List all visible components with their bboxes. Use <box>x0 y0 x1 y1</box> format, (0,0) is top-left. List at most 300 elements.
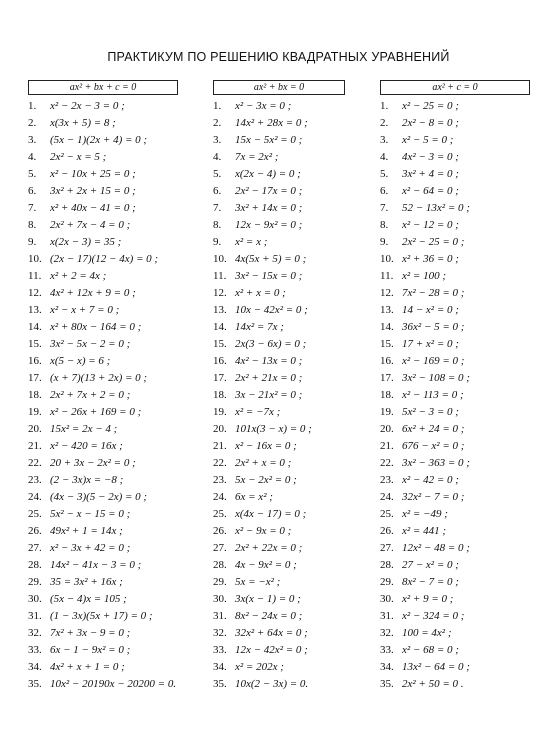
equation-text: 27 − x² = 0 ; <box>402 559 459 571</box>
equation-row <box>28 98 178 115</box>
equation-number: 8. <box>28 219 37 231</box>
equation-row <box>380 404 530 421</box>
equation-text: 8x² − 7 = 0 ; <box>402 576 459 588</box>
equation-text: 4x² + 12x + 9 = 0 ; <box>50 287 136 299</box>
equation-row <box>28 404 178 421</box>
equation-text: (5x − 1)(2x + 4) = 0 ; <box>50 134 148 146</box>
equation-number: 32. <box>380 627 394 639</box>
equation-text: x² = 100 ; <box>402 270 447 282</box>
equation-row <box>213 200 345 217</box>
equation-number: 35. <box>213 678 227 690</box>
equation-row <box>380 115 530 132</box>
equation-text: 3x² − 15x = 0 ; <box>235 270 303 282</box>
equation-row <box>380 200 530 217</box>
equation-row <box>380 353 530 370</box>
equation-number: 26. <box>213 525 227 537</box>
equation-row <box>213 455 345 472</box>
equation-number: 33. <box>28 644 42 656</box>
column-header: ax² + c = 0 <box>380 80 530 95</box>
equation-text: x² − 3x = 0 ; <box>235 100 292 112</box>
equation-text: 6x − 1 − 9x² = 0 ; <box>50 644 131 656</box>
equation-text: 3x² − 108 = 0 ; <box>402 372 470 384</box>
column-header: ax² + bx + c = 0 <box>28 80 178 95</box>
equation-text: 2x² − x = 5 ; <box>50 151 107 163</box>
equation-text: 100 = 4x² ; <box>402 627 452 639</box>
equation-number: 7. <box>213 202 222 214</box>
equation-number: 13. <box>380 304 394 316</box>
equation-row <box>213 540 345 557</box>
equation-row <box>28 574 178 591</box>
equation-text: x² + 9 = 0 ; <box>402 593 454 605</box>
equation-text: (2 − 3x)x = −8 ; <box>50 474 124 486</box>
equation-number: 34. <box>213 661 227 673</box>
equation-text: 14 − x² = 0 ; <box>402 304 459 316</box>
equation-number: 22. <box>380 457 394 469</box>
equation-number: 23. <box>380 474 394 486</box>
equation-number: 4. <box>28 151 37 163</box>
equation-row <box>213 387 345 404</box>
equation-number: 5. <box>28 168 37 180</box>
equation-number: 27. <box>380 542 394 554</box>
equation-row <box>28 438 178 455</box>
equation-text: 32x² − 7 = 0 ; <box>402 491 465 503</box>
equation-number: 9. <box>213 236 222 248</box>
equation-number: 20. <box>28 423 42 435</box>
equation-number: 6. <box>380 185 389 197</box>
equation-text: x² − 12 = 0 ; <box>402 219 459 231</box>
equation-number: 9. <box>28 236 37 248</box>
equation-list <box>380 98 530 693</box>
equation-text: x² − 324 = 0 ; <box>402 610 465 622</box>
equation-text: (1 − 3x)(5x + 17) = 0 ; <box>50 610 153 622</box>
equation-number: 11. <box>380 270 394 282</box>
equation-row <box>28 217 178 234</box>
equation-text: 3x² + 14x = 0 ; <box>235 202 303 214</box>
equation-number: 1. <box>380 100 389 112</box>
equation-text: x² − 68 = 0 ; <box>402 644 459 656</box>
equation-row <box>213 642 345 659</box>
equation-number: 34. <box>28 661 42 673</box>
equation-text: 5x − 2x² = 0 ; <box>235 474 297 486</box>
equation-row <box>28 489 178 506</box>
equation-number: 30. <box>28 593 42 605</box>
equation-row <box>213 506 345 523</box>
equation-text: 36x² − 5 = 0 ; <box>402 321 465 333</box>
equation-number: 26. <box>28 525 42 537</box>
equation-text: 14x² + 28x = 0 ; <box>235 117 308 129</box>
equation-text: x² = 202x ; <box>235 661 284 673</box>
equation-number: 1. <box>213 100 222 112</box>
equation-row <box>213 234 345 251</box>
column-no-linear-term <box>380 80 530 693</box>
equation-number: 15. <box>28 338 42 350</box>
equation-number: 14. <box>213 321 227 333</box>
equation-number: 30. <box>213 593 227 605</box>
equation-text: 5x² − x − 15 = 0 ; <box>50 508 131 520</box>
equation-number: 18. <box>28 389 42 401</box>
equation-number: 16. <box>28 355 42 367</box>
equation-text: 3x² − 5x − 2 = 0 ; <box>50 338 131 350</box>
equation-text: x² + 36 = 0 ; <box>402 253 459 265</box>
equation-number: 24. <box>380 491 394 503</box>
equation-row <box>213 251 345 268</box>
equation-row <box>28 200 178 217</box>
equation-number: 6. <box>213 185 222 197</box>
equation-row <box>28 523 178 540</box>
equation-text: 2x² − 17x = 0 ; <box>235 185 303 197</box>
equation-number: 22. <box>213 457 227 469</box>
equation-number: 7. <box>380 202 389 214</box>
equation-number: 15. <box>380 338 394 350</box>
equation-list <box>213 98 345 693</box>
equation-text: (2x − 17)(12 − 4x) = 0 ; <box>50 253 159 265</box>
equation-row <box>28 251 178 268</box>
equation-row <box>380 319 530 336</box>
equation-text: x² = x ; <box>235 236 268 248</box>
equation-row <box>28 676 178 693</box>
equation-row <box>213 183 345 200</box>
equation-row <box>28 115 178 132</box>
equation-text: x² − x + 7 = 0 ; <box>50 304 120 316</box>
equation-number: 1. <box>28 100 37 112</box>
equation-text: 2x² − 25 = 0 ; <box>402 236 465 248</box>
equation-text: x² − 64 = 0 ; <box>402 185 459 197</box>
equation-text: x² − 16x = 0 ; <box>235 440 297 452</box>
equation-number: 24. <box>28 491 42 503</box>
equation-row <box>213 268 345 285</box>
equation-row <box>213 557 345 574</box>
equation-text: 49x² + 1 = 14x ; <box>50 525 123 537</box>
equation-row <box>380 268 530 285</box>
equation-row <box>28 132 178 149</box>
equation-text: 13x² − 64 = 0 ; <box>402 661 470 673</box>
equation-number: 2. <box>380 117 389 129</box>
equation-number: 16. <box>213 355 227 367</box>
equation-row <box>213 302 345 319</box>
equation-row <box>213 370 345 387</box>
equation-number: 5. <box>213 168 222 180</box>
equation-number: 19. <box>28 406 42 418</box>
equation-text: 3x² + 2x + 15 = 0 ; <box>50 185 136 197</box>
equation-row <box>213 523 345 540</box>
equation-number: 29. <box>28 576 42 588</box>
equation-number: 27. <box>213 542 227 554</box>
equation-row <box>380 149 530 166</box>
equation-number: 5. <box>380 168 389 180</box>
equation-text: 5x² − 3 = 0 ; <box>402 406 459 418</box>
equation-text: x² − 9x = 0 ; <box>235 525 292 537</box>
equation-number: 31. <box>380 610 394 622</box>
equation-number: 11. <box>28 270 42 282</box>
equation-text: x² − 113 = 0 ; <box>402 389 464 401</box>
equation-text: x(2x − 4) = 0 ; <box>235 168 301 180</box>
equation-row <box>28 319 178 336</box>
equation-number: 32. <box>28 627 42 639</box>
equation-number: 35. <box>380 678 394 690</box>
equation-number: 16. <box>380 355 394 367</box>
equation-row <box>28 183 178 200</box>
column-no-constant <box>213 80 345 693</box>
equation-row <box>380 336 530 353</box>
equation-row <box>28 387 178 404</box>
equation-number: 31. <box>28 610 42 622</box>
equation-row <box>213 421 345 438</box>
equation-number: 25. <box>213 508 227 520</box>
equation-number: 25. <box>380 508 394 520</box>
equation-text: 4x² + x + 1 = 0 ; <box>50 661 125 673</box>
equation-text: (x + 7)(13 + 2x) = 0 ; <box>50 372 148 384</box>
equation-row <box>380 455 530 472</box>
equation-number: 10. <box>213 253 227 265</box>
equation-row <box>380 217 530 234</box>
equation-number: 28. <box>28 559 42 571</box>
equation-number: 26. <box>380 525 394 537</box>
column-header: ax² + bx = 0 <box>213 80 345 95</box>
equation-text: 12x − 9x² = 0 ; <box>235 219 303 231</box>
equation-text: 6x = x² ; <box>235 491 273 503</box>
equation-text: 17 + x² = 0 ; <box>402 338 459 350</box>
equation-number: 23. <box>28 474 42 486</box>
equation-number: 14. <box>28 321 42 333</box>
equation-row <box>213 676 345 693</box>
equation-text: x² = 441 ; <box>402 525 447 537</box>
equation-row <box>28 455 178 472</box>
equation-number: 3. <box>380 134 389 146</box>
equation-number: 35. <box>28 678 42 690</box>
equation-row <box>28 608 178 625</box>
equation-row <box>380 523 530 540</box>
equation-number: 31. <box>213 610 227 622</box>
equation-row <box>28 302 178 319</box>
equation-number: 19. <box>213 406 227 418</box>
equation-row <box>380 608 530 625</box>
equation-row <box>213 404 345 421</box>
equation-text: 7x² − 28 = 0 ; <box>402 287 465 299</box>
equation-text: 8x² − 24x = 0 ; <box>235 610 303 622</box>
equation-row <box>28 659 178 676</box>
equation-text: (5x − 4)x = 105 ; <box>50 593 127 605</box>
equation-text: 5x = −x² ; <box>235 576 281 588</box>
equation-row <box>380 302 530 319</box>
equation-number: 8. <box>380 219 389 231</box>
equation-row <box>213 217 345 234</box>
equation-number: 2. <box>213 117 222 129</box>
equation-row <box>380 659 530 676</box>
equation-number: 3. <box>28 134 37 146</box>
equation-row <box>28 506 178 523</box>
equation-number: 21. <box>213 440 227 452</box>
equation-row <box>380 387 530 404</box>
equation-row <box>380 251 530 268</box>
equation-text: 6x² + 24 = 0 ; <box>402 423 465 435</box>
equation-text: 14x² = 7x ; <box>235 321 284 333</box>
equation-row <box>380 489 530 506</box>
equation-text: x² − 169 = 0 ; <box>402 355 465 367</box>
column-full-quadratic <box>28 80 178 693</box>
equation-number: 7. <box>28 202 37 214</box>
equation-text: 10x − 42x² = 0 ; <box>235 304 308 316</box>
equation-row <box>28 166 178 183</box>
page-title: ПРАКТИКУМ ПО РЕШЕНИЮ КВАДРАТНЫХ УРАВНЕНИЙ <box>107 50 450 64</box>
equation-text: x² − 10x + 25 = 0 ; <box>50 168 136 180</box>
equation-row <box>380 557 530 574</box>
equation-number: 20. <box>380 423 394 435</box>
equation-text: 10x² − 20190x − 20200 = 0. <box>50 678 177 690</box>
equation-row <box>213 591 345 608</box>
equation-number: 10. <box>28 253 42 265</box>
equation-text: x² + 2 = 4x ; <box>50 270 107 282</box>
equation-text: x² − 2x − 3 = 0 ; <box>50 100 125 112</box>
equation-text: 676 − x² = 0 ; <box>402 440 465 452</box>
equation-row <box>380 421 530 438</box>
equation-row <box>28 642 178 659</box>
equation-row <box>28 234 178 251</box>
equation-number: 24. <box>213 491 227 503</box>
equation-row <box>380 132 530 149</box>
equation-row <box>213 115 345 132</box>
equation-text: 4x² − 13x = 0 ; <box>235 355 303 367</box>
equation-text: 2x² − 8 = 0 ; <box>402 117 459 129</box>
equation-number: 13. <box>28 304 42 316</box>
equation-number: 33. <box>213 644 227 656</box>
equation-row <box>28 149 178 166</box>
equation-number: 12. <box>380 287 394 299</box>
equation-text: 4x² − 3 = 0 ; <box>402 151 459 163</box>
equation-text: x(4x − 17) = 0 ; <box>235 508 307 520</box>
equation-text: 2x(3 − 6x) = 0 ; <box>235 338 307 350</box>
equation-number: 33. <box>380 644 394 656</box>
equation-row <box>213 608 345 625</box>
equation-row <box>213 625 345 642</box>
equation-number: 11. <box>213 270 227 282</box>
equation-number: 3. <box>213 134 222 146</box>
equation-number: 10. <box>380 253 394 265</box>
equation-row <box>28 353 178 370</box>
equation-number: 29. <box>380 576 394 588</box>
equation-text: 32x² + 64x = 0 ; <box>235 627 308 639</box>
equation-text: x(3x + 5) = 8 ; <box>50 117 116 129</box>
equation-row <box>28 557 178 574</box>
equation-row <box>213 574 345 591</box>
equation-row <box>380 183 530 200</box>
equation-text: 2x² + x = 0 ; <box>235 457 292 469</box>
equation-number: 18. <box>380 389 394 401</box>
equation-number: 18. <box>213 389 227 401</box>
equation-text: x² + 40x − 41 = 0 ; <box>50 202 136 214</box>
equation-row <box>380 370 530 387</box>
equation-row <box>28 540 178 557</box>
equation-number: 12. <box>28 287 42 299</box>
equation-text: x² − 25 = 0 ; <box>402 100 459 112</box>
equation-text: 15x² = 2x − 4 ; <box>50 423 118 435</box>
equation-text: 2x² + 50 = 0 . <box>402 678 464 690</box>
equation-text: x² − 26x + 169 = 0 ; <box>50 406 142 418</box>
equation-row <box>213 353 345 370</box>
equation-list <box>28 98 178 693</box>
equation-text: 12x² − 48 = 0 ; <box>402 542 470 554</box>
equation-row <box>380 472 530 489</box>
equation-row <box>213 438 345 455</box>
equation-row <box>213 132 345 149</box>
equation-text: 7x = 2x² ; <box>235 151 279 163</box>
equation-row <box>380 285 530 302</box>
equation-row <box>380 166 530 183</box>
equation-text: x² = −49 ; <box>402 508 448 520</box>
equation-text: 35 = 3x² + 16x ; <box>50 576 123 588</box>
equation-number: 6. <box>28 185 37 197</box>
equation-text: 10x(2 − 3x) = 0. <box>235 678 309 690</box>
equation-number: 23. <box>213 474 227 486</box>
equation-row <box>380 438 530 455</box>
equation-row <box>28 591 178 608</box>
equation-row <box>380 591 530 608</box>
equation-row <box>380 506 530 523</box>
equation-number: 25. <box>28 508 42 520</box>
equation-text: x² = −7x ; <box>235 406 281 418</box>
equation-number: 22. <box>28 457 42 469</box>
equation-text: 12x − 42x² = 0 ; <box>235 644 308 656</box>
equation-row <box>380 676 530 693</box>
equation-number: 17. <box>28 372 42 384</box>
equation-text: 15x − 5x² = 0 ; <box>235 134 303 146</box>
equation-number: 8. <box>213 219 222 231</box>
equation-text: x² + 80x − 164 = 0 ; <box>50 321 142 333</box>
equation-row <box>213 285 345 302</box>
equation-number: 21. <box>28 440 42 452</box>
equation-text: x² − 3x + 42 = 0 ; <box>50 542 131 554</box>
equation-text: 2x² + 7x − 4 = 0 ; <box>50 219 131 231</box>
equation-number: 17. <box>213 372 227 384</box>
equation-text: x² − 5 = 0 ; <box>402 134 454 146</box>
equation-text: x(5 − x) = 6 ; <box>50 355 111 367</box>
equation-number: 32. <box>213 627 227 639</box>
equation-text: 14x² − 41x − 3 = 0 ; <box>50 559 142 571</box>
equation-number: 15. <box>213 338 227 350</box>
equation-number: 17. <box>380 372 394 384</box>
equation-number: 28. <box>213 559 227 571</box>
equation-text: 7x² + 3x − 9 = 0 ; <box>50 627 131 639</box>
equation-text: 4x(5x + 5) = 0 ; <box>235 253 307 265</box>
equation-text: x² + x = 0 ; <box>235 287 286 299</box>
equation-number: 34. <box>380 661 394 673</box>
equation-text: 3x − 21x² = 0 ; <box>235 389 303 401</box>
equation-row <box>380 574 530 591</box>
equation-number: 4. <box>380 151 389 163</box>
equation-number: 14. <box>380 321 394 333</box>
equation-row <box>28 285 178 302</box>
equation-text: 2x² + 7x + 2 = 0 ; <box>50 389 131 401</box>
equation-text: 3x² − 363 = 0 ; <box>402 457 470 469</box>
equation-text: x² − 420 = 16x ; <box>50 440 123 452</box>
equation-number: 27. <box>28 542 42 554</box>
equation-text: 4x − 9x² = 0 ; <box>235 559 297 571</box>
equation-row <box>380 642 530 659</box>
equation-number: 2. <box>28 117 37 129</box>
equation-number: 20. <box>213 423 227 435</box>
equation-row <box>213 319 345 336</box>
equation-row <box>28 421 178 438</box>
equation-row <box>28 625 178 642</box>
equation-text: (4x − 3)(5 − 2x) = 0 ; <box>50 491 148 503</box>
equation-row <box>28 336 178 353</box>
equation-number: 28. <box>380 559 394 571</box>
equation-text: 3x(x − 1) = 0 ; <box>235 593 301 605</box>
equation-text: x² − 42 = 0 ; <box>402 474 459 486</box>
equation-row <box>213 166 345 183</box>
equation-number: 29. <box>213 576 227 588</box>
equation-number: 9. <box>380 236 389 248</box>
equation-number: 4. <box>213 151 222 163</box>
